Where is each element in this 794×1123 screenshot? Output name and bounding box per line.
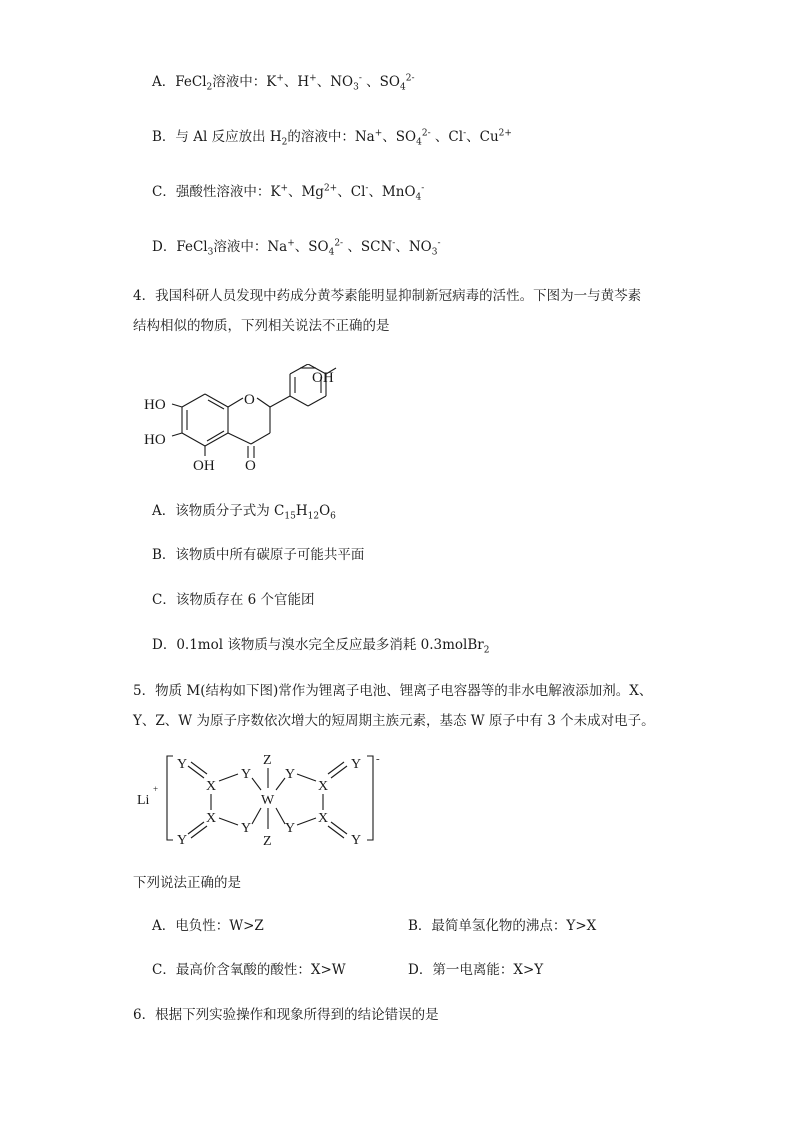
q4-option-c: C．该物质存在 6 个官能团 — [152, 592, 315, 608]
lithium-label: Li — [137, 793, 150, 808]
hydroxyl-label-3: OH — [193, 458, 215, 474]
q3-option-d: D．FeCl$_3$溶液中：Na+、$SO_4^{2-}$ 、SCN-、$NO_3^-$ — [152, 238, 441, 258]
q5-ion-structure — [135, 748, 395, 852]
hydroxyl-label-4: OH — [312, 370, 334, 386]
q4-option-d: D．0.1mol 该物质与溴水完全反应最多消耗 0.3molBr$_2$ — [152, 637, 490, 656]
ring-oxygen-label: O — [244, 392, 255, 408]
q5-stem-line2: Y、Z、W 为原子序数依次增大的短周期主族元素，基态 W 原子中有 3 个未成对电子。 — [133, 713, 655, 729]
q4-option-b: B．该物质中所有碳原子可能共平面 — [152, 547, 365, 563]
hydroxyl-label-2: HO — [144, 432, 166, 448]
atom-y-top-right: Y — [351, 757, 362, 772]
atom-y-bottom-left: Y — [177, 833, 188, 848]
atom-x-lower-left: X — [206, 811, 217, 826]
atom-z-top: Z — [263, 753, 272, 768]
atom-y-upper-left-bridge: Y — [241, 767, 252, 782]
q5-prompt: 下列说法正确的是 — [133, 875, 241, 891]
q5-stem-line1: 5．物质 M(结构如下图)常作为锂离子电池、锂离子电容器等的非水电解液添加剂。X、 — [133, 683, 653, 699]
ring-a — [182, 394, 228, 446]
q4-stem-line2: 结构相似的物质，下列相关说法不正确的是 — [133, 318, 390, 334]
atom-x-lower-right: X — [318, 811, 329, 826]
lithium-charge: + — [153, 784, 159, 794]
atom-y-upper-right-bridge: Y — [285, 767, 296, 782]
q5-option-d: D．第一电离能：X>Y — [408, 962, 544, 978]
atom-w-center: W — [261, 793, 275, 808]
q4-option-a: A．该物质分子式为 $C_{15}H_{12}O_6$ — [152, 503, 336, 522]
q6-stem: 6．根据下列实验操作和现象所得到的结论错误的是 — [133, 1007, 439, 1023]
carbonyl-oxygen-label: O — [245, 458, 256, 474]
q3-option-a: A．FeCl$_2$溶液中：K+、H+、$NO_3^-$ 、$SO_4^{2-}$ — [152, 73, 415, 93]
atom-x-upper-left: X — [206, 779, 217, 794]
atom-y-lower-left-bridge: Y — [241, 821, 252, 836]
q4-molecule-structure — [140, 364, 350, 474]
q4-stem-line1: 4．我国科研人员发现中药成分黄芩素能明显抑制新冠病毒的活性。下图为一与黄芩素 — [133, 288, 642, 304]
q3-option-c: C．强酸性溶液中：K+、$Mg^{2+}$、Cl-、MnO$_4$- — [152, 183, 425, 203]
q5-option-b: B．最简单氢化物的沸点：Y>X — [408, 918, 597, 934]
ion-charge: - — [376, 753, 380, 765]
q3-option-b: B．与 Al 反应放出 $H_2$的溶液中：Na+、$SO_4^{2-}$ 、Cl-、$Cu^{2+}$ — [152, 128, 512, 148]
atom-y-bottom-right: Y — [351, 833, 362, 848]
atom-y-top-left: Y — [177, 757, 188, 772]
q5-option-c: C．最高价含氧酸的酸性：X>W — [152, 962, 346, 978]
atom-y-lower-right-bridge: Y — [285, 821, 296, 836]
atom-x-upper-right: X — [318, 779, 329, 794]
q5-option-a: A．电负性：W>Z — [152, 918, 264, 934]
atom-z-bottom: Z — [263, 834, 272, 849]
hydroxyl-label-1: HO — [144, 397, 166, 413]
